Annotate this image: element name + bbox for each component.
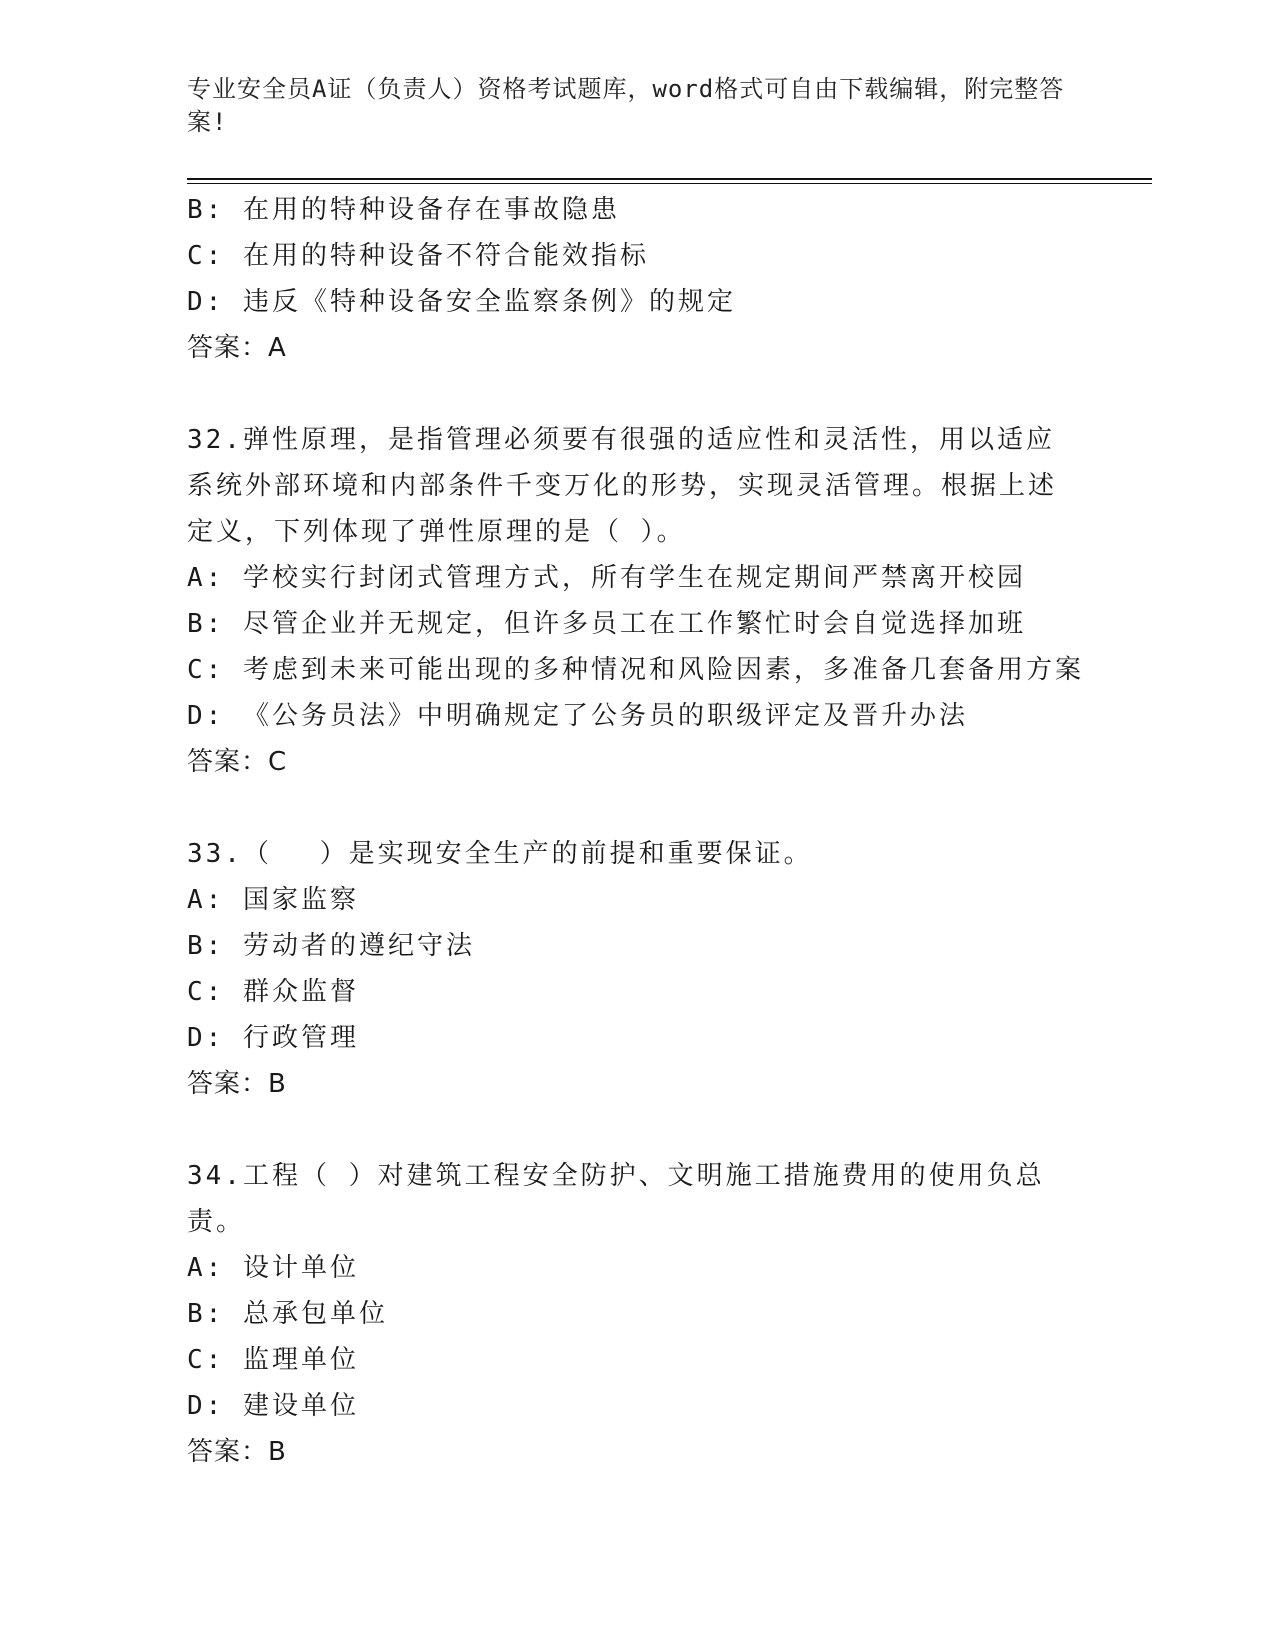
option-a: A: 学校实行封闭式管理方式，所有学生在规定期间严禁离开校园 — [187, 563, 1026, 593]
option-d: D: 《公务员法》中明确规定了公务员的职级评定及晋升办法 — [187, 701, 968, 731]
spacer — [187, 371, 1087, 417]
option-c: C: 群众监督 — [187, 977, 359, 1007]
question-34 — [187, 1153, 1087, 1475]
option-c: C: 在用的特种设备不符合能效指标 — [187, 241, 649, 271]
option-d: D: 建设单位 — [187, 1391, 359, 1421]
option-d: D: 行政管理 — [187, 1023, 359, 1053]
question-list — [187, 187, 1087, 1475]
option-b: B: 劳动者的遵纪守法 — [187, 931, 475, 961]
document-header: 专业安全员A证（负责人）资格考试题库，word格式可自由下载编辑，附完整答案! — [187, 75, 1065, 136]
option-a: A: 设计单位 — [187, 1253, 359, 1283]
option-b: B: 总承包单位 — [187, 1299, 388, 1329]
option-c: C: 考虑到未来可能出现的多种情况和风险因素，多准备几套备用方案 — [187, 655, 1084, 685]
question-33 — [187, 831, 1087, 1107]
answer-label: 答案：C — [187, 747, 288, 777]
header-divider-thin — [187, 183, 1152, 184]
question-32 — [187, 417, 1087, 785]
answer-label: 答案：A — [187, 333, 287, 363]
spacer — [187, 785, 1087, 831]
option-d: D: 违反《特种设备安全监察条例》的规定 — [187, 287, 736, 317]
answer-label: 答案：B — [187, 1437, 287, 1467]
option-a: A: 国家监察 — [187, 885, 359, 915]
question-stem: 34.工程（ ）对建筑工程安全防护、文明施工措施费用的使用负总责。 — [187, 1161, 1045, 1237]
header-divider — [187, 178, 1152, 180]
answer-label: 答案：B — [187, 1069, 287, 1099]
option-b: B: 尽管企业并无规定，但许多员工在工作繁忙时会自觉选择加班 — [187, 609, 1026, 639]
question-stem: 33.（ ）是实现安全生产的前提和重要保证。 — [187, 839, 813, 869]
question-31-tail — [187, 187, 1087, 371]
option-c: C: 监理单位 — [187, 1345, 359, 1375]
spacer — [187, 1107, 1087, 1153]
question-stem: 32.弹性原理，是指管理必须要有很强的适应性和灵活性，用以适应系统外部环境和内部条件千变万化的形势，实现灵活管理。根据上述定义，下列体现了弹性原理的是（ ）。 — [187, 425, 1058, 547]
option-b: B: 在用的特种设备存在事故隐患 — [187, 195, 620, 225]
